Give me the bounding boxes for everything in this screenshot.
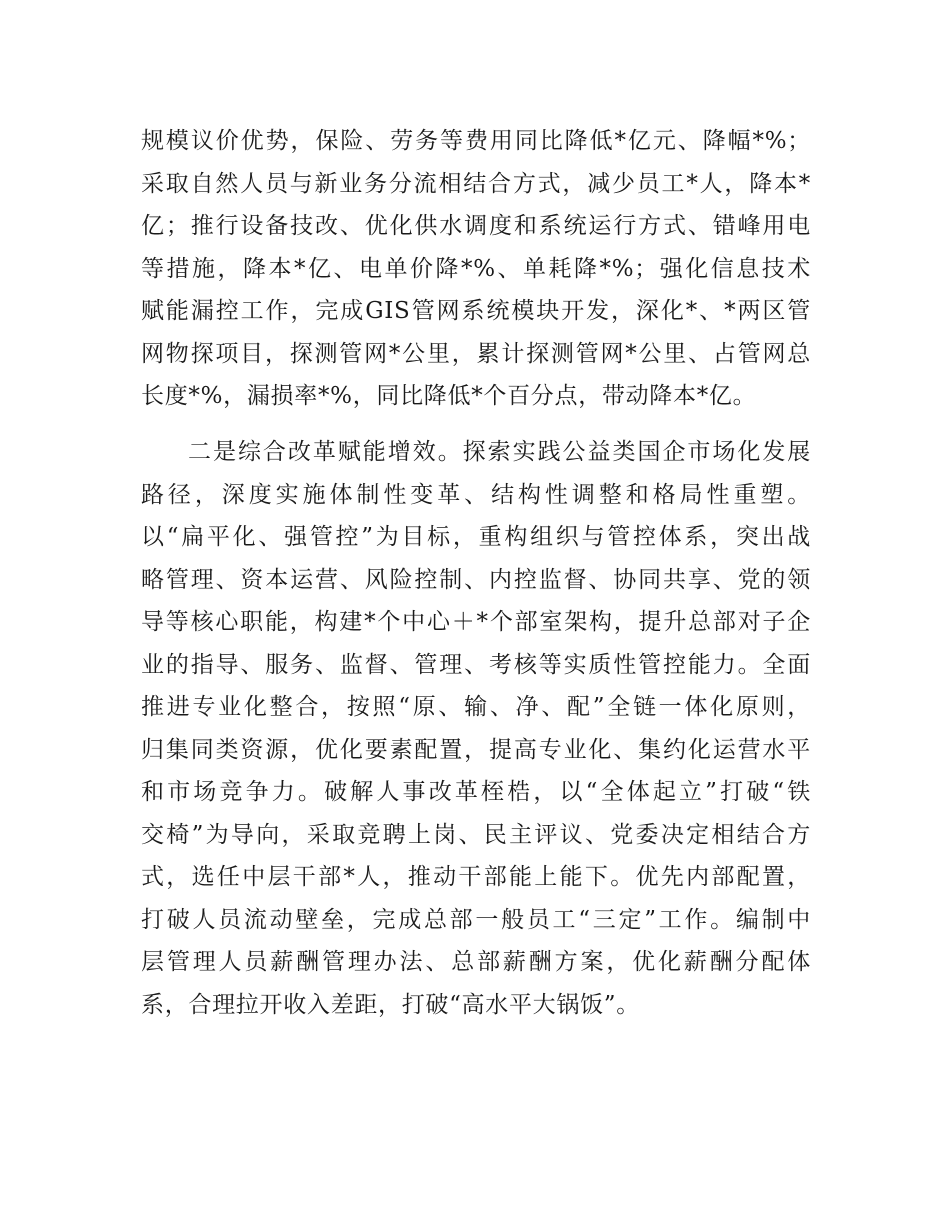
- paragraph-reform: [141, 431, 811, 1026]
- text-line: 系，合理拉开收入差距，打破“高水平大锅饭”。: [141, 991, 640, 1018]
- text-line: 推进专业化整合，按照“原、输、净、配”全链一体化原则，: [141, 694, 811, 720]
- text-line: 归集同类资源，优化要素配置，提高专业化、集约化运营水平: [141, 736, 811, 763]
- text-line: 长度*%，漏损率*%，同比降低*个百分点，带动降本*亿。: [141, 383, 757, 409]
- text-line: 和市场竞争力。破解人事改革桎梏，以“全体起立”打破“铁: [141, 779, 811, 805]
- text-line: 层管理人员薪酬管理办法、总部薪酬方案，优化薪酬分配体: [141, 949, 811, 975]
- text-line: 二是综合改革赋能增效。探索实践公益类国企市场化发展: [188, 439, 811, 465]
- paragraph-continued: [141, 120, 811, 418]
- text-line: 规模议价优势，保险、劳务等费用同比降低*亿元、降幅*%；: [141, 128, 811, 154]
- text-line: 导等核心职能，构建*个中心＋*个部室架构，提升总部对子企: [141, 609, 811, 635]
- text-line: 赋能漏控工作，完成GIS管网系统模块开发，深化*、*两区管: [141, 298, 811, 324]
- text-line: 打破人员流动壁垒，完成总部一般员工“三定”工作。编制中: [141, 906, 811, 933]
- text-line: 亿；推行设备技改、优化供水调度和系统运行方式、错峰用电: [141, 213, 811, 239]
- text-line: 等措施，降本*亿、电单价降*%、单耗降*%；强化信息技术: [141, 255, 811, 282]
- text-line: 交椅”为导向，采取竞聘上岗、民主评议、党委决定相结合方: [141, 821, 811, 848]
- text-line: 式，选任中层干部*人，推动干部能上能下。优先内部配置，: [141, 864, 811, 890]
- text-line: 略管理、资本运营、风险控制、内控监督、协同共享、党的领: [141, 566, 811, 593]
- text-line: 业的指导、服务、监督、管理、考核等实质性管控能力。全面: [141, 651, 811, 678]
- text-line: 以“扁平化、强管控”为目标，重构组织与管控体系，突出战: [141, 524, 811, 550]
- text-line: 采取自然人员与新业务分流相结合方式，减少员工*人，降本*: [141, 170, 811, 197]
- text-line: 网物探项目，探测管网*公里，累计探测管网*公里、占管网总: [141, 340, 811, 367]
- text-line: 路径，深度实施体制性变革、结构性调整和格局性重塑。: [141, 481, 811, 508]
